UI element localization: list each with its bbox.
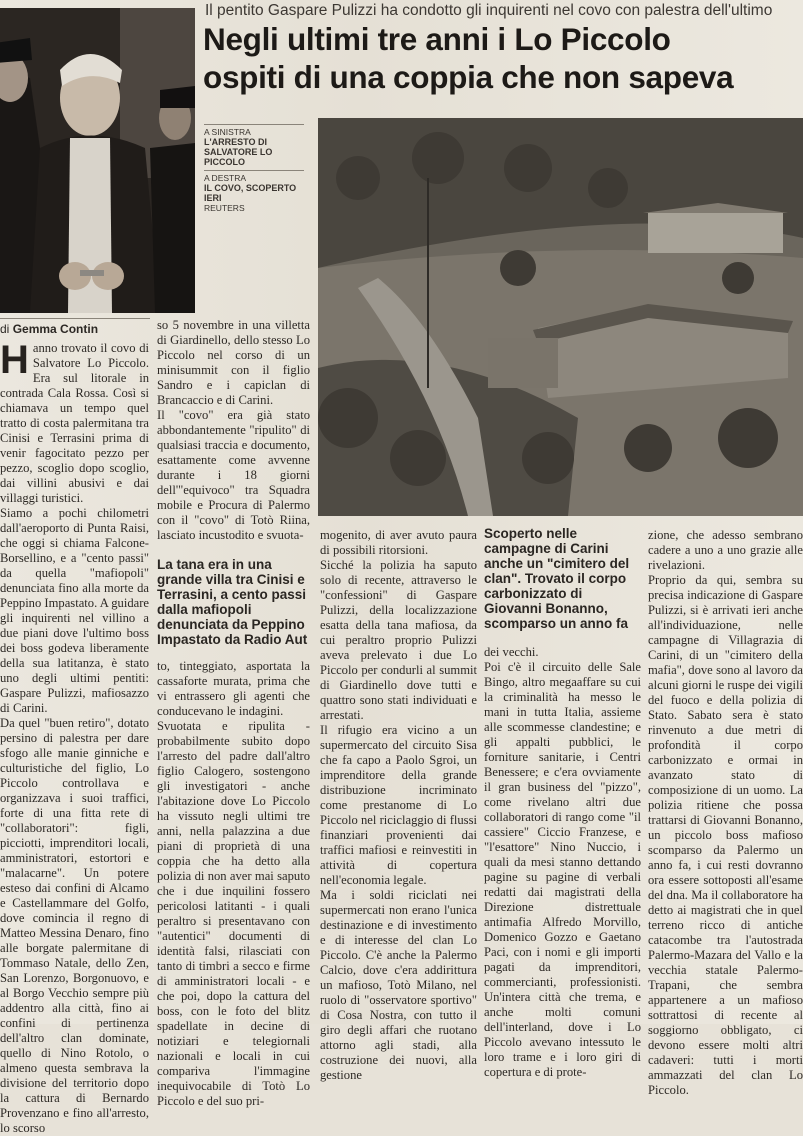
photo-credit: REUTERS xyxy=(204,203,245,213)
caption-right-text: IL COVO, SCOPERTO IERI xyxy=(204,183,297,203)
column-3 xyxy=(320,528,477,1083)
article-kicker: Il pentito Gaspare Pulizzi ha condotto gli inquirenti nel covo con palestra dell'ultimo xyxy=(205,2,773,19)
col2-paragraph-3: to, tinteggiato, asportata la cassaforte murata, prima che vi entrassero gli agenti che conducevano le indagini. xyxy=(157,659,310,718)
col3-paragraph-1: mogenito, di aver avuto paura di possibili ritorsioni. xyxy=(320,528,477,557)
col4-paragraph-1: dei vecchi. xyxy=(484,645,539,659)
col3-paragraph-2: Sicché la polizia ha saputo solo di recente, attraverso le "confessioni" di Gaspare Pulizzi, della localizzazione esatta della tana mafiosa, da cui peraltro proprio Pulizzi aveva prelevato i due Lo Piccolo per condurli al summit di Giardinello dove tutti e quattro sono stati individuati e arrestati. xyxy=(320,558,477,722)
col4-paragraph-2: Poi c'è il circuito delle Sale Bingo, altro megaaffare su cui la criminalità ha messo le mani in tutta Italia, assieme alle scommesse clandestine; e gli appalti pubblici, le forniture sanitarie, i Centri Benessere; e c'era ovviamente il gran business del "pizzo", come rivelano altri due collaboratori di rango come "il cassiere" Ciccio Franzese, e "l'esattore" Nino Nuccio, i quali da mesi stanno dettando pagine su pagine di verbali redatti dai magistrati della Direzione distrettuale antimafia Alfredo Morvillo, Domenico Gozzo e Gaetano Paci, con i nomi e gli importi pagati da imprenditori, commercianti, professionisti. Un'intera città che trema, e anche molti comuni dell'interland, dove i Lo Piccolo avevano intessuto le loro trame e i loro giri di copertura e di prote- xyxy=(484,660,641,1079)
byline-author: Gemma Contin xyxy=(12,322,99,336)
arrest-photo xyxy=(0,8,195,313)
pull-quote-2: Scoperto nelle campagne di Carini anche un "cimitero del clan". Trovato il corpo carbonizzato di Giovanni Bonanno, scomparso un anno fa xyxy=(484,526,630,631)
byline xyxy=(0,322,150,336)
caption-rule xyxy=(204,124,304,125)
article-headline xyxy=(203,20,803,104)
col3-paragraph-4: Ma i soldi riciclati nei supermercati non erano l'unica destinazione e di investimento e di interesse del clan Lo Piccolo. C'è anche la Palermo Calcio, dove c'era addirittura un mafioso, Totò Milano, nel ruolo di "osservatore sportivo" di Cosa Nostra, con tutto il giro degli affari che ruotano attorno agli stadi, alla costruzione dei nuovi, alla gestione xyxy=(320,888,477,1082)
column-2 xyxy=(157,318,310,1109)
hideout-photo xyxy=(318,118,803,516)
caption-right-direction: A DESTRA xyxy=(204,173,247,183)
col5-paragraph-1: zione, che adesso sembrano cadere a uno a uno grazie alle rivelazioni. xyxy=(648,528,803,572)
col1-paragraph-1 xyxy=(0,338,149,506)
byline-prefix: di xyxy=(0,322,10,336)
dropcap: H xyxy=(0,338,29,382)
col2-paragraph-1: so 5 novembre in una villetta di Giardinello, dello stesso Lo Piccolo nel corso di un minisummit con il figlio Sandro e i capiclan di Brancaccio e di Carini. xyxy=(157,318,310,407)
col1-paragraph-2: Siamo a pochi chilometri dall'aeroporto di Punta Raisi, che oggi si chiama Falcone-Borsellino, e a "cento passi" da quella "mafiopoli" denunciata fino alla morte da Peppino Impastato. A guidare gli inquirenti nel villino a due piani dove l'ultimo boss dei boss godeva liberamente della sua latitanza, è stato uno degli ultimi pentiti: Gaspare Pulizzi, mafiosazzo di Carini. xyxy=(0,506,150,715)
caption-left-direction: A SINISTRA xyxy=(204,127,251,137)
caption-rule xyxy=(204,170,304,171)
headline-line-1: Negli ultimi tre anni i Lo Piccolo xyxy=(203,21,671,57)
column-5 xyxy=(648,528,803,1098)
col1-p1-text: anno trovato il covo di Salvatore Lo Piccolo. Era sul litorale in contrada Cala Rossa. Così si chiamava un tempo quel tratto di costa palermitana tra Cinisi e Terrasini prima di venir fagocitato pezzo per pezzo, scoglio dopo scoglio, dai villini abusivi e dai villaggi turistici. xyxy=(0,341,149,505)
headline-line-2: ospiti di una coppia che non sapeva xyxy=(203,59,734,95)
col5-paragraph-2: Proprio da qui, sembra su precisa indicazione di Gaspare Pulizzi, si è arrivati ieri anche all'individuazione, nelle campagne di Villagrazia di Carini, di un "cimitero della mafia", dove sono al lavoro da alcuni giorni le ruspe dei vigili del fuoco e della polizia di Stato. Sabato sera è stato rinvenuto a due metri di profondità il corpo carbonizzato e ormai in avanzato stato di composizione di un uomo. La polizia ritiene che possa trattarsi di Giovanni Bonanno, un piccolo boss mafioso scomparso da Palermo un anno fa, i cui resti dovranno ora essere sottoposti all'esame del dna. Ma il collaboratore ha detto ai magistrati che in quel terreno ricco di antiche catacombe tra l'autostrada Palermo-Mazara del Vallo e la vecchia statale Palermo-Trapani, che sembra appartenere a un mafioso sottrattosi di recente al soggiorno obbligato, ci devono essere molti altri cadaveri: tutti i morti ammazzati del clan Lo Piccolo. xyxy=(648,573,803,1097)
caption-left xyxy=(204,124,314,167)
caption-left-text: L'ARRESTO DI SALVATORE LO PICCOLO xyxy=(204,137,273,167)
caption-right xyxy=(204,170,314,213)
arrest-photo-figures xyxy=(0,8,195,313)
col2-paragraph-4: Svuotata e ripulita - probabilmente subito dopo l'arresto del padre dall'altro figlio Calogero, sostengono gli investigatori - anche l'abitazione dove Lo Piccolo ha vissuto negli ultimi tre anni, nella palazzina a due piani di proprietà di una coppia che ha detto alla polizia di non aver mai saputo che i due inquilini fossero pericolosi latitanti - i quali peraltro si presentavano con "autentici" documenti di identità falsi, rilasciati con tanto di timbri a secco e firme di amministratori locali - e che poi, dopo la cattura del boss, con le foto del blitz spadellate in decine di notiziari e telegiornali nazionali e locali in cui compariva l'immagine inequivocabile di Totò Lo Piccolo e del suo pri- xyxy=(157,719,310,1108)
col2-paragraph-2: Il "covo" era già stato abbondantemente "ripulito" di qualsiasi traccia e documento, esattamente come avvenne durante i 18 giorni dell'"equivoco" tra Squadra mobile e Procura di Palermo con il "covo" di Totò Riina, lasciato incustodito e svuota- xyxy=(157,408,310,542)
pull-quote-1: La tana era in una grande villa tra Cinisi e Terrasini, a cento passi dalla mafiopoli denunciata da Peppino Impastato da Radio Aut xyxy=(157,557,308,647)
col1-paragraph-3: Da quel "buen retiro", dotato persino di palestra per dare sfogo alle manie ginniche e culturistiche del figlio, Lo Piccolo controllava e organizzava i suoi traffici, forte di una fitta rete di "collaboratori": figli, picciotti, imprenditori locali, amministratori, estortori e "malacarne". Un potere esteso dai confini di Alcamo e Castellammare del Golfo, dove comincia il regno di Matteo Messina Denaro, fino alle borgate palermitane di Tommaso Natale, dello Zen, San Lorenzo, Borgonuovo, e al Borgo Vecchio sempre più addentro alla città, fino ai confini di pertinenza dell'altro clan dominate, quello di Nino Rotolo, o almeno questa sembrava la divisione del territorio dopo la cattura di Bernardo Provenzano e fino all'arresto, lo scorso xyxy=(0,716,149,1135)
column-4 xyxy=(484,526,641,1080)
byline-rule xyxy=(0,318,150,319)
col3-paragraph-3: Il rifugio era vicino a un supermercato del circuito Sisa che fa capo a Paolo Sgroi, un imprenditore della grande distribuzione incriminato come prestanome di Lo Piccolo nel riciclaggio di flussi finanziari provenienti dai traffici mafiosi e reinvestiti in attività di copertura nell'economia legale. xyxy=(320,723,477,887)
hideout-photo-scene xyxy=(318,118,803,516)
column-1 xyxy=(0,338,150,1136)
